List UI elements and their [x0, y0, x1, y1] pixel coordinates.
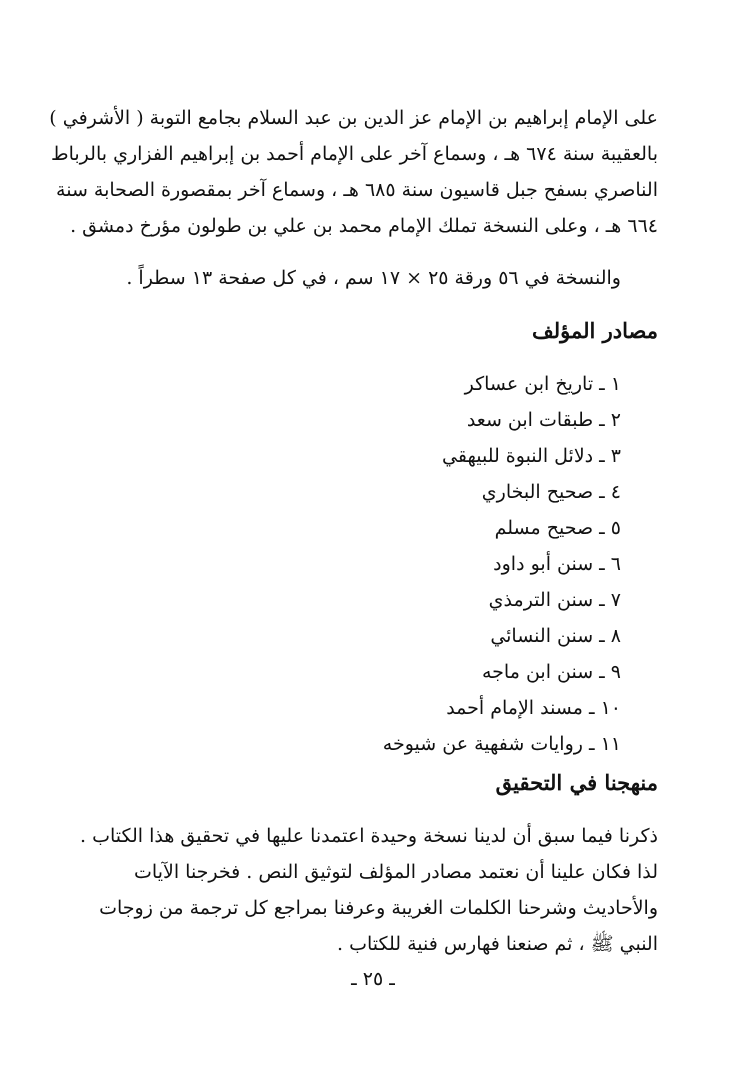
source-item: ١٠ ـ مسند الإمام أحمد — [446, 697, 621, 719]
source-item: ٤ ـ صحيح البخاري — [481, 481, 621, 503]
intro-line-3: الناصري بسفح جبل قاسيون سنة ٦٨٥ هـ ، وسماع آخر بمقصورة الصحابة سنة — [56, 179, 658, 201]
source-item: ٥ ـ صحيح مسلم — [494, 517, 621, 539]
source-item: ١ ـ تاريخ ابن عساكر — [464, 373, 621, 395]
source-item: ٢ ـ طبقات ابن سعد — [466, 409, 621, 431]
sources-heading: مصادر المؤلف — [531, 318, 658, 343]
intro-line-1: على الإمام إبراهيم بن الإمام عز الدين بن عبد السلام بجامع التوبة ( الأشرفي ) — [49, 107, 658, 129]
source-item: ٩ ـ سنن ابن ماجه — [482, 661, 621, 683]
source-item: ٨ ـ سنن النسائي — [490, 625, 621, 647]
intro-line-4: ٦٦٤ هـ ، وعلى النسخة تملك الإمام محمد بن علي بن طولون مؤرخ دمشق . — [70, 215, 658, 237]
intro-line-2: بالعقيبة سنة ٦٧٤ هـ ، وسماع آخر على الإمام أحمد بن إبراهيم الفزاري بالرباط — [51, 143, 658, 165]
methodology-paragraph — [80, 818, 658, 962]
intro-paragraph — [49, 100, 658, 244]
methodology-line-4: النبي ﷺ ، ثم صنعنا فهارس فنية للكتاب . — [336, 933, 658, 955]
methodology-line-2: لذا فكان علينا أن نعتمد مصادر المؤلف لتوثيق النص . فخرجنا الآيات — [134, 861, 658, 883]
source-item: ٣ ـ دلائل النبوة للبيهقي — [442, 445, 621, 467]
methodology-line-3: والأحاديث وشرحنا الكلمات الغريبة وعرفنا بمراجع كل ترجمة من زوجات — [99, 897, 658, 919]
dimensions-text: والنسخة في ٥٦ ورقة ٢٥ × ١٧ سم ، في كل صفحة ١٣ سطراً . — [126, 267, 621, 289]
page-number: ـ ٢٥ ـ — [351, 968, 395, 990]
methodology-line-1: ذكرنا فيما سبق أن لدينا نسخة وحيدة اعتمدنا عليها في تحقيق هذا الكتاب . — [80, 825, 658, 847]
methodology-heading: منهجنا في التحقيق — [495, 770, 658, 795]
sources-list — [383, 366, 621, 762]
source-item: ٧ ـ سنن الترمذي — [488, 589, 621, 611]
manuscript-dimensions — [61, 260, 621, 296]
source-item: ١١ ـ روايات شفهية عن شيوخه — [382, 733, 621, 755]
source-item: ٦ ـ سنن أبو داود — [493, 553, 621, 575]
